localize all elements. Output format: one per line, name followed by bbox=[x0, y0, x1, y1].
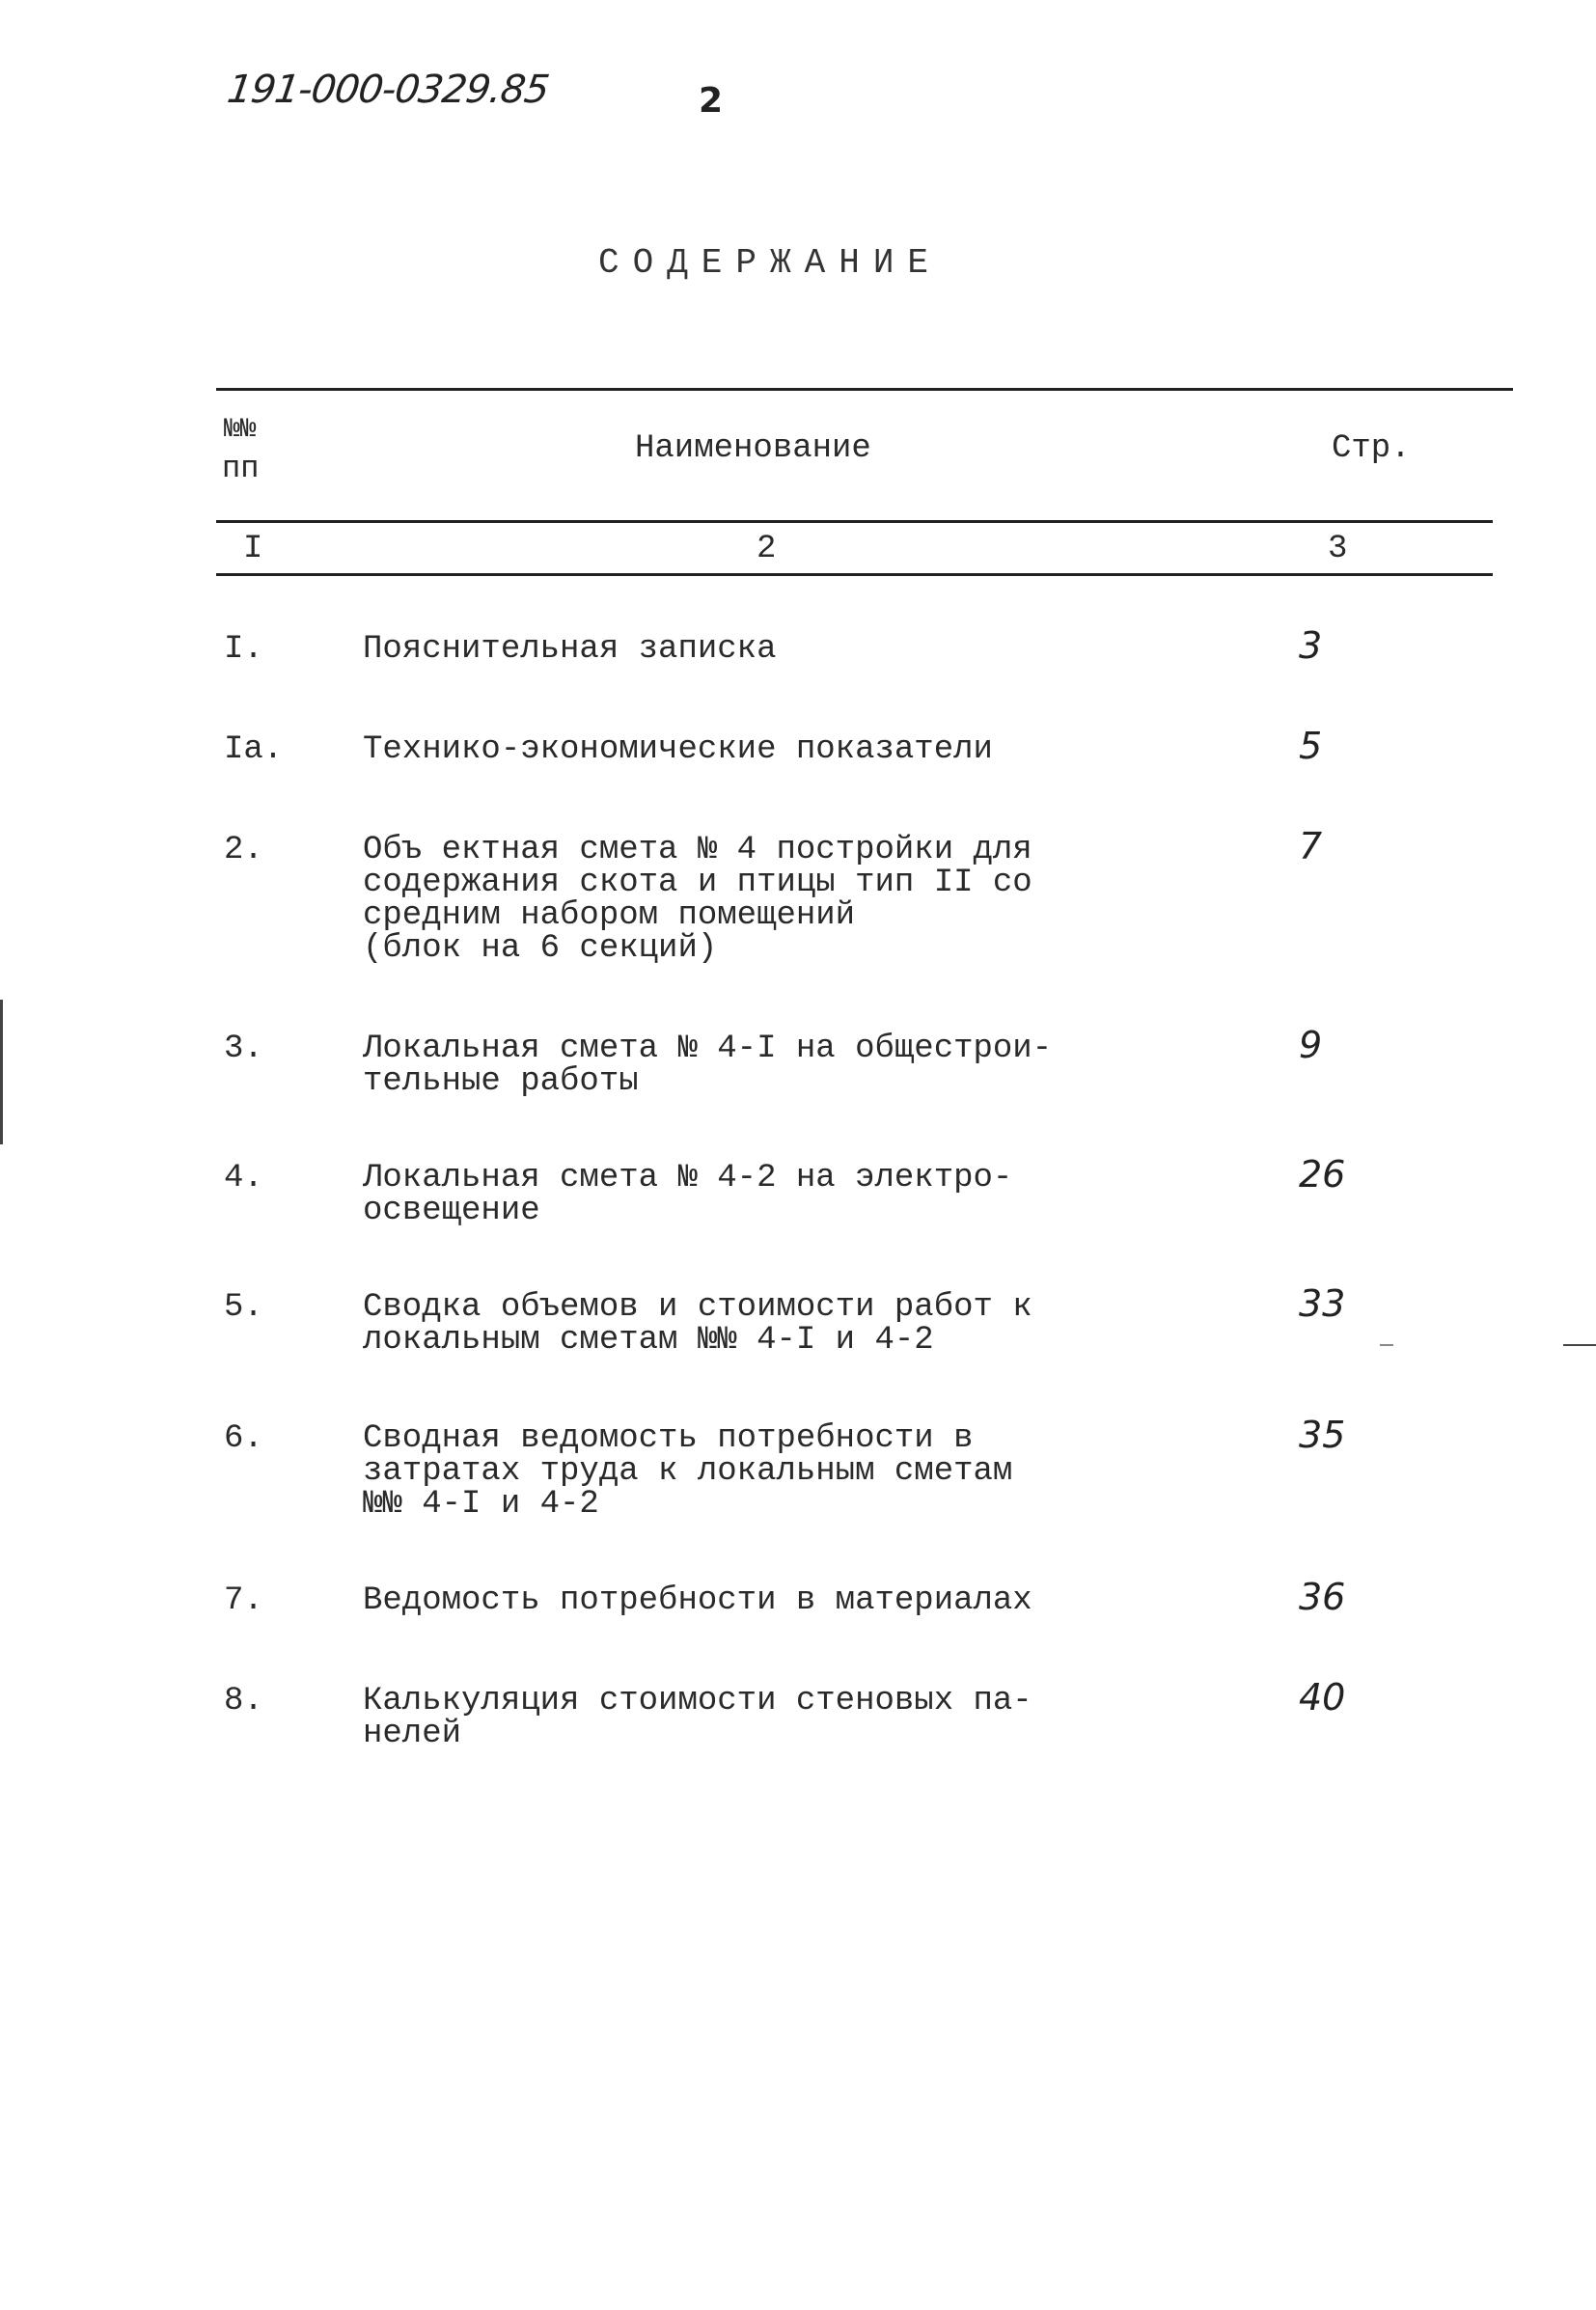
row-page: 40 bbox=[1299, 1676, 1346, 1719]
header-number-label-bottom: пп bbox=[222, 451, 260, 486]
table-bottom-rule bbox=[216, 573, 1493, 576]
row-page: 7 bbox=[1299, 825, 1323, 867]
row-number: 4. bbox=[224, 1160, 263, 1196]
row-page: 5 bbox=[1299, 725, 1323, 767]
document-code: 191-000-0329.85 bbox=[224, 68, 552, 112]
row-number: 2. bbox=[224, 832, 263, 868]
table-middle-rule bbox=[216, 520, 1493, 523]
row-title: Пояснительная записка bbox=[363, 631, 777, 668]
row-page: 33 bbox=[1299, 1282, 1346, 1325]
row-number: 8. bbox=[224, 1683, 263, 1719]
row-title: Ведомость потребности в материалах bbox=[363, 1582, 1032, 1619]
row-page: 26 bbox=[1299, 1153, 1346, 1196]
row-number: 5. bbox=[224, 1289, 263, 1326]
row-number: I. bbox=[224, 631, 263, 668]
page-number: 2 bbox=[699, 81, 724, 121]
row-title: Технико-экономические показатели bbox=[363, 731, 993, 768]
column-number-2: 2 bbox=[757, 531, 777, 567]
row-title: Объ ектная смета № 4 постройки для содержания скота и птицы тип II со средним набором помещений (блок на 6 секций) bbox=[363, 832, 1032, 967]
column-number-1: I bbox=[243, 531, 263, 567]
row-title: Локальная смета № 4-I на общестрои- тельные работы bbox=[363, 1031, 1053, 1100]
row-number: 7. bbox=[224, 1582, 263, 1619]
row-page: 35 bbox=[1299, 1414, 1346, 1456]
scan-margin-mark bbox=[1380, 1344, 1393, 1346]
row-title: Локальная смета № 4-2 на электро- освещение bbox=[363, 1160, 1013, 1229]
scan-margin-mark bbox=[0, 1000, 3, 1144]
row-title: Сводка объемов и стоимости работ к локальным сметам №№ 4-I и 4-2 bbox=[363, 1289, 1032, 1359]
row-title: Калькуляция стоимости стеновых па- нелей bbox=[363, 1683, 1032, 1752]
row-number: 3. bbox=[224, 1031, 263, 1067]
row-page: 3 bbox=[1299, 624, 1323, 667]
row-number: Iа. bbox=[224, 731, 284, 768]
page-title: СОДЕРЖАНИЕ bbox=[598, 243, 943, 283]
table-top-rule bbox=[216, 388, 1513, 391]
scan-margin-mark bbox=[1563, 1344, 1596, 1346]
row-number: 6. bbox=[224, 1420, 263, 1457]
row-page: 36 bbox=[1299, 1576, 1346, 1618]
header-name-label: Наименование bbox=[635, 430, 871, 467]
column-number-3: 3 bbox=[1328, 531, 1348, 567]
header-page-label: Стр. bbox=[1332, 430, 1411, 467]
header-number-label-top: №№ bbox=[224, 415, 257, 445]
row-title: Сводная ведомость потребности в затратах труда к локальным сметам №№ 4-I и 4-2 bbox=[363, 1420, 1013, 1523]
row-page: 9 bbox=[1299, 1024, 1323, 1066]
